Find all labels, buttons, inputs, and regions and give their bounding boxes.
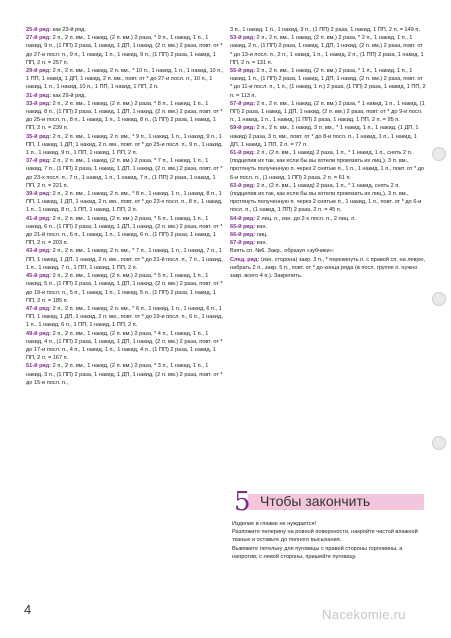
row-instruction xyxy=(26,92,224,100)
row-instruction xyxy=(230,231,426,239)
row-label: 37-й ряд: xyxy=(26,158,52,165)
row-text: изн. xyxy=(255,223,267,230)
row-label: 41-й ряд: xyxy=(26,215,52,222)
row-instruction xyxy=(26,247,224,272)
row-instruction xyxy=(230,100,426,125)
row-text: (изн. сторона) закр. 3 п., * перекинуть п. с правой сп. на левую, набрать 2 п., закр. 5 п., повт. от * до конца ряда (в посл. группе п. нужно закр. всего 4 п.). Закрепить. xyxy=(230,256,426,280)
row-label: 64-й ряд: xyxy=(230,215,256,222)
row-label: 35-й ряд: xyxy=(26,133,52,140)
row-instruction xyxy=(230,124,426,149)
row-label: 29-й ряд: xyxy=(26,68,52,75)
row-instruction xyxy=(230,67,426,100)
finish-paragraph: Вывяжите петельку для пуговицы с правой стороны горловины, а напротив, с левой стороны, пришейте пуговицу. xyxy=(232,545,403,560)
row-instruction xyxy=(26,100,224,133)
row-text: 2 п., 2 п. вм., 1 накид, (2 п. вм.) 2 раза, * 5 п., 1 накид, 1 п., 1 накид, 5 п., (1 ПП) 2 раза, 1 накид, 1 ДП, 1 накид, (2 п. вм.) 2 раза, повт. от * до 19-и посл. п., 5 п., 1 накид, 1 п., 1 накид, 5 п., (1 ПП) 2 раза, 1 накид, 1 ПП, 2 п. = 185 п. xyxy=(26,273,223,304)
row-text: 3 п., 1 накид, 1 п., 1 накид, 3 п., (1 ПП) 2 раза, 1 накид, 1 ПП, 2 п. = 149 п. xyxy=(230,27,420,33)
row-label: 51-й ряд: xyxy=(26,363,52,370)
row-text: 2 п., 2 п. вм., 1 накид, (2 п. вм.) 2 раза, * 7 п., 1 накид, 1 п., 1 накид, 7 п., (1 ПП) 2 раза, 1 накид, 1 ДП, 1 накид, (2 п. вм.) 2 раза, повт. от * до 23-х посл. п., 7 п., 1 накид, 1 п., 1 накид, 7 п., (1 ПП) 2 раза, 1 накид, 1 ПП, 2 п. = 221 п. xyxy=(26,158,223,189)
row-instruction xyxy=(230,34,426,67)
row-label: 43-й ряд: xyxy=(26,248,52,255)
binder-hole xyxy=(432,436,446,450)
row-label: 53-й ряд: xyxy=(230,35,256,42)
row-text: 2 п., 2 п. вм., 1 накид, 2 п. вм., * 7 п., 1 накид, 1 п., 1 накид, 7 п., 1 ПП, 1 накид, 1 ДП, 1 накид, 2 п. вм., повт. от * до 21-й посл. п., 7 п., 1 накид, 1 п., 1 накид, 7 п., 1 ПП, 1 накид, 1 ПП, 2 п. xyxy=(26,248,223,271)
row-label: 25-й ряд: xyxy=(26,27,52,33)
row-label: След. ряд: xyxy=(230,256,260,263)
row-label: 61-й ряд: xyxy=(230,150,256,157)
section-title: Чтобы закончить xyxy=(260,493,371,509)
row-instruction xyxy=(26,26,224,34)
row-text: 2 п., 2 п. вм., 1 накид, (2 п. вм.) 2 раза, * 9 п., 1 накид, 1 п., 1 накид, 9 п., (1 ПП) 2 раза, 1 накид, 1 ДП, 1 накид, (2 п. вм.) 2 раза, повт. от * до 27-и посл. п., 9 п., 1 накид, 1 п., 1 накид, 9 п., (1 ПП) 2 раза, 1 накид, 1 ПП, 2 п. = 257 п. xyxy=(26,35,223,66)
row-text: 2 п., 2 п. вм., 1 накид, 2 п. вм., * 8 п., 1 накид, 1 п., 1 накид, 8 п., 1 ПП, 1 накид, 1 ДП, 1 накид, 2 п. вм., повт. от * до 23-х посл. п., 8 п., 1 накид, 1 п., 1 накид, 8 п., 1 ПП, 1 накид, 1 ПП, 2 п. xyxy=(26,191,223,214)
binder-hole xyxy=(432,147,446,161)
finish-paragraph: Разложите пелерину на ровной поверхности, накройте чистой влажной тканью и оставьте до полного высыхания. xyxy=(232,529,418,544)
row-text: как 23-й ряд. xyxy=(51,27,87,33)
section-heading xyxy=(232,487,422,517)
row-text: 2 п., 2 п. вм., 1 накид, 2 п. вм., * 6 п., 1 накид, 1 п., 1 накид, 6 п., 1 ПП, 1 накид, 1 ДП, 1 накид, 2 п. вм., повт. от * до 19-и посл. п., 6 п., 1 накид, 1 п., 1 накид, 6 п., 1 ПП, 1 накид, 1 ПП, 2 п. xyxy=(26,305,223,329)
finish-paragraph: Изделие в глажке не нуждается! xyxy=(232,521,317,527)
row-label: 59-й ряд: xyxy=(230,125,256,132)
row-label: 67-й ряд: xyxy=(230,240,256,247)
row-text: 2 п., 2 п. вм., 1 накид, (2 п. вм.) 2 раза, * 2 п., 1 накид, 1 п., 1 накид, 2 п., (1 ПП) 2 раза, 1 накид, 1 ДП, 1 накид, (2 п. вм.) 2 раза, повт. от * до 13-и посл. п., 2 п., 1 накид, 1 п., 1 накид, 2 п., (1 ПП) 2 раза, 1 накид, 1 ПП, 2 п. = 131 п. xyxy=(230,35,424,66)
row-instruction xyxy=(26,190,224,215)
row-label: 65-й ряд: xyxy=(230,223,256,230)
row-label: 39-й ряд: xyxy=(26,191,52,198)
row-label: 27-й ряд: xyxy=(26,35,52,42)
row-label: 45-й ряд: xyxy=(26,273,52,280)
row-label: 31-й ряд: xyxy=(26,92,52,99)
instructions-left-column xyxy=(26,26,224,387)
watermark: Nacekomie.ru xyxy=(322,607,406,622)
row-text: 2 п., (2 п. вм., 1 накид) 2 раза, 1 п., * 1 накид, снять 2 п. (подцепив их так, как если бы вы хотели провязать их лиц.), 3 п. вм., протянуть полученную п. через 2 снятые п., 1 накид, 1 п., повт. от * до 6-и посл. п., (1 накид, 1 ПП) 2 раза, 2 п. = 45 п. xyxy=(230,182,422,214)
row-instruction xyxy=(230,247,426,255)
row-text: 2 п., 2 п. вм., 1 накид, (2 п. вм.) 2 раза, * 1 п., 1 накид, 1 п., 1 накид, 1 п., (1 ПП) 2 раза, 1 накид, 1 ДП, 1 накид, (2 п. вм.) 2 раза, повт. от * до 11-и посл. п., 1 п., (1 накид, 1 п.) 2 раза, (1 ПП) 2 раза, 1 накид, 1 ПП, 2 п. = 113 п. xyxy=(230,68,426,99)
row-instruction xyxy=(26,34,224,67)
row-instruction xyxy=(230,215,426,223)
row-text: 2 п., 2 п. вм., 1 накид, 3 п. вм., * 1 накид, 1 п., 1 накид, (1 ДП, 1 накид) 2 раза, 3 п. вм., повт. от * до 8-и посл. п., 1 накид, 1 п., 1 накид, 1 ДП, 1 накид, 1 ПП, 2 п. = 77 п. xyxy=(230,125,419,148)
row-text: 2 п., 2 п. вм., 1 накид, 2 п. вм., * 9 п., 1 накид, 1 п., 1 накид, 9 п., 1 ПП, 1 накид, 1 ДП, 1 накид, 2 п. вм., повт. от * до 25-и посл. п., 9 п., 1 накид, 1 п., 1 накид, 9 п., 1 ПП, 1 накид, 1 ПП, 2 п. xyxy=(26,133,223,157)
row-text: Взять сп. №6. Закр., образуя «зубчики»: xyxy=(230,248,335,255)
row-text: 2 лиц. п., изн. до 2-х посл. п., 2 лиц. п. xyxy=(255,215,356,222)
page-number: 4 xyxy=(24,602,32,617)
row-text: 2 п., 2 п. вм., 1 накид, (2 п. вм.) 2 раза, * 3 п., 1 накид, 1 п., 1 накид, 3 п., (1 ПП) 2 раза, 1 накид, 1 ДП, 1 накид, (2 п. вм.) 2 раза, повт. от * до 15-и посл. п., xyxy=(26,363,223,386)
row-instruction xyxy=(230,223,426,231)
row-instruction xyxy=(230,26,426,34)
section-number: 5 xyxy=(234,487,251,517)
row-instruction xyxy=(230,256,426,281)
row-text: лиц. xyxy=(255,232,268,239)
row-instruction xyxy=(26,305,224,330)
row-instruction xyxy=(26,362,224,387)
row-text: изн. xyxy=(255,240,267,247)
row-text: 2 п., (2 п. вм., 1 накид) 2 раза, 1 п., * 1 накид, 1 п., снять 2 п. (подцепив их так, как если бы вы хотели провязать их лиц.), 3 п. вм., протянуть полученную п. через 2 снятые п., 1 п., 1 накид, 1 п., повт. от * до 6-и посл. п., (1 накид, 1 ПП) 2 раза, 2 п. = 61 п. xyxy=(230,150,425,181)
row-instruction xyxy=(230,149,426,182)
row-label: 49-й ряд: xyxy=(26,330,52,337)
row-instruction xyxy=(230,182,426,215)
row-instruction xyxy=(26,272,224,305)
row-instruction xyxy=(26,215,224,248)
row-text: 2 п., 2 п. вм., 1 накид, 2 п. вм., * 10 п., 1 накид, 1 п., 1 накид, 10 п., 1 ПП, 1 накид, 1 ДП, 1 накид, 2 п. вм., повт. от * до 27-и посл. п., 10 п., 1 накид, 1 п., 1 накид, 10 п., 1 ПП, 1 накид, 1 ПП, 2 п. xyxy=(26,68,224,91)
row-instruction xyxy=(26,67,224,92)
row-label: 47-й ряд: xyxy=(26,305,52,312)
row-label: 55-й ряд: xyxy=(230,68,256,75)
row-label: 63-й ряд: xyxy=(230,182,256,189)
finishing-instructions xyxy=(232,520,422,561)
row-text: 2 п., 2 п. вм., 1 накид, (2 п. вм.) 2 раза, * 4 п., 1 накид, 1 п., 1 накид, 4 п., (1 ПП) 2 раза, 1 накид, 1 ДП, 1 накид, (2 п. вм.) 2 раза, повт. от * до 17-и посл. п., 4 п., 1 накид, 1 п., 1 накид, 4 п., (1 ПП) 2 раза, 1 накид, 1 ПП, 2 п. = 167 п. xyxy=(26,330,223,362)
row-text: 2 п., 2 п. вм., 1 накид, (2 п. вм.) 2 раза, * 6 п., 1 накид, 1 п., 1 накид, 6 п., (1 ПП) 2 раза, 1 накид, 1 ДП, 1 накид, (2 п. вм.) 2 раза, повт. от * до 21-й посл. п., 6 п., 1 накид, 1 п., 1 накид, 6 п., (1 ПП) 2 раза, 1 накид, 1 ПП, 2 п. = 203 п. xyxy=(26,215,223,247)
row-instruction xyxy=(230,239,426,247)
row-label: 66-й ряд: xyxy=(230,232,256,239)
row-instruction xyxy=(26,133,224,158)
row-instruction xyxy=(26,330,224,363)
row-text: 2 п., 2 п. вм., 1 накид, (2 п. вм.) 2 раза, * 1 накид, 1 п., 1 накид, (1 ПП) 2 раза, 1 накид, 1 ДП, 1 накид, (2 п. вм.) 2 раза, повт. от * до 9-и посл. п., 1 накид, 1 п., 1 накид, (1 ПП) 2 раза, 1 накид, 1 ПП, 2 п. = 95 п. xyxy=(230,100,425,124)
binder-hole xyxy=(432,292,446,306)
row-label: 33-й ряд: xyxy=(26,100,52,107)
row-instruction xyxy=(26,157,224,190)
row-label: 57-й ряд: xyxy=(230,100,256,107)
instructions-right-column xyxy=(230,26,426,280)
row-text: как 29-й ряд. xyxy=(51,92,87,99)
row-text: 2 п., 2 п. вм., 1 накид, (2 п. вм.) 2 раза, * 8 п., 1 накид, 1 п., 1 накид, 8 п., (1 ПП) 2 раза, 1 накид, 1 ДП, 1 накид, (2 п. вм.) 2 раза, повт. от * до 25-и посл. п., 8 п., 1 накид, 1 п., 1 накид, 8 п., (1 ПП) 2 раза, 1 накид, 1 ПП, 2 п. = 239 п. xyxy=(26,100,223,132)
